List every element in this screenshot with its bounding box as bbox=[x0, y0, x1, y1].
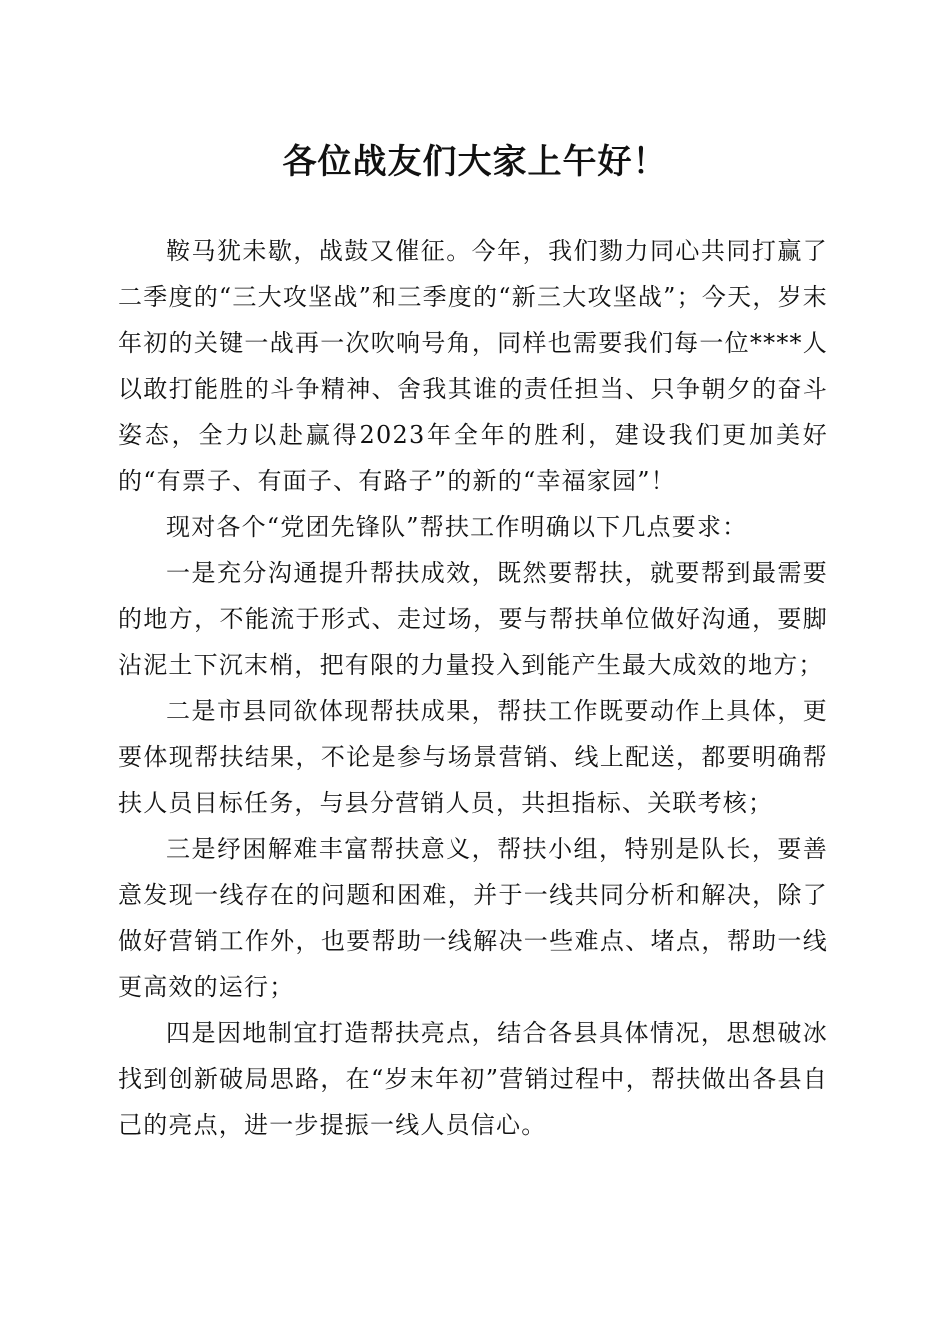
paragraph-requirement-4: 四是因地制宜打造帮扶亮点，结合各县具体情况，思想破冰找到创新破局思路，在“岁末年初”营销过程中，帮扶做出各县自己的亮点，进一步提振一线人员信心。 bbox=[118, 1019, 828, 1139]
paragraph-requirement-3: 三是纾困解难丰富帮扶意义，帮扶小组，特别是队长，要善意发现一线存在的问题和困难，并于一线共同分析和解决，除了做好营销工作外，也要帮助一线解决一些难点、堵点，帮助一线更高效的运行； bbox=[118, 835, 828, 1001]
paragraph-intro: 鞍马犹未歇，战鼓又催征。今年，我们勠力同心共同打赢了二季度的“三大攻坚战”和三季度的“新三大攻坚战”；今天，岁末年初的关键一战再一次吹响号角，同样也需要我们每一位****人以敢打能胜的斗争精神、舍我其谁的责任担当、只争朝夕的奋斗姿态，全力以赴赢得2023年全年的胜利，建设我们更加美好的“有票子、有面子、有路子”的新的“幸福家园”！ bbox=[118, 237, 828, 495]
document-body bbox=[118, 228, 828, 1148]
paragraph-requirements-lead: 现对各个“党团先锋队”帮扶工作明确以下几点要求： bbox=[166, 513, 748, 541]
paragraph-requirement-1: 一是充分沟通提升帮扶成效，既然要帮扶，就要帮到最需要的地方，不能流于形式、走过场，要与帮扶单位做好沟通，要脚沾泥土下沉末梢，把有限的力量投入到能产生最大成效的地方； bbox=[118, 559, 828, 679]
document-title: 各位战友们大家上午好！ bbox=[282, 142, 668, 182]
paragraph-requirement-2: 二是市县同欲体现帮扶成果，帮扶工作既要动作上具体，更要体现帮扶结果，不论是参与场景营销、线上配送，都要明确帮扶人员目标任务，与县分营销人员，共担指标、关联考核； bbox=[118, 697, 828, 817]
